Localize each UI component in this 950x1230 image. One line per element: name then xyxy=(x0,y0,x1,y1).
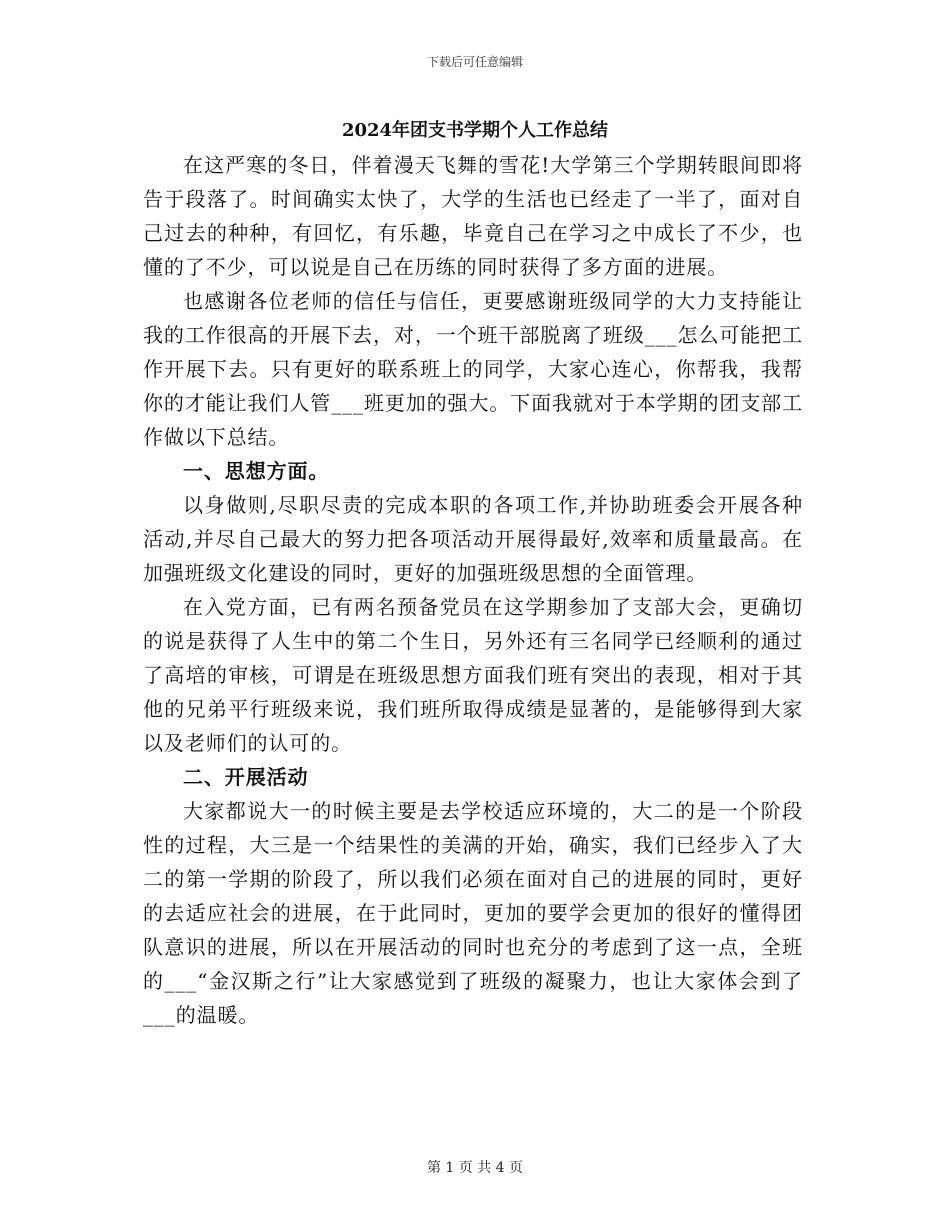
page-header-note: 下载后可任意编辑 xyxy=(426,55,523,69)
section1-paragraph-2: 在入党方面，已有两名预备党员在这学期参加了支部大会，更确切的说是获得了人生中的第二个生日，另外还有三名同学已经顺利的通过了高培的审核，可谓是在班级思想方面我们班有突出的表现，相对于其他的兄弟平行班级来说，我们班所取得成绩是显著的，是能够得到大家以及老师们的认可的。 xyxy=(143,595,803,755)
intro-paragraph-2: 也感谢各位老师的信任与信任，更要感谢班级同学的大力支持能让我的工作很高的开展下去，对，一个班干部脱离了班级___怎么可能把工作开展下去。只有更好的联系班上的同学，大家心连心，你帮我，我帮你的才能让我们人管___班更加的强大。下面我就对于本学期的团支部工作做以下总结。 xyxy=(143,289,803,449)
intro-paragraph-1: 在这严寒的冬日，伴着漫天飞舞的雪花!大学第三个学期转眼间即将告于段落了。时间确实太快了，大学的生活也已经走了一半了，面对自己过去的种种，有回忆，有乐趣，毕竟自己在学习之中成长了不少，也懂的了不少，可以说是自己在历练的同时获得了多方面的进展。 xyxy=(143,153,803,279)
document-body xyxy=(143,148,803,1032)
page-number-footer: 第 1 页 共 4 页 xyxy=(426,1160,524,1176)
section-heading-thought: 一、思想方面。 xyxy=(183,459,330,483)
section1-paragraph-1: 以身做则,尽职尽责的完成本职的各项工作,并协助班委会开展各种活动,并尽自己最大的努力把各项活动开展得最好,效率和质量最高。在加强班级文化建设的同时，更好的加强班级思想的全面管理。 xyxy=(143,493,803,585)
document-title: 2024年团支书学期个人工作总结 xyxy=(341,120,609,141)
section2-paragraph-1: 大家都说大一的时候主要是去学校适应环境的，大二的是一个阶段性的过程，大三是一个结果性的美满的开始，确实，我们已经步入了大二的第一学期的阶段了，所以我们必须在面对自己的进展的同时，更好的去适应社会的进展，在于此同时，更加的要学会更加的很好的懂得团队意识的进展，所以在开展活动的同时也充分的考虑到了这一点，全班的___“金汉斯之行”让大家感觉到了班级的凝聚力，也让大家体会到了___的温暖。 xyxy=(143,799,803,1027)
section-heading-activities: 二、开展活动 xyxy=(183,765,309,789)
